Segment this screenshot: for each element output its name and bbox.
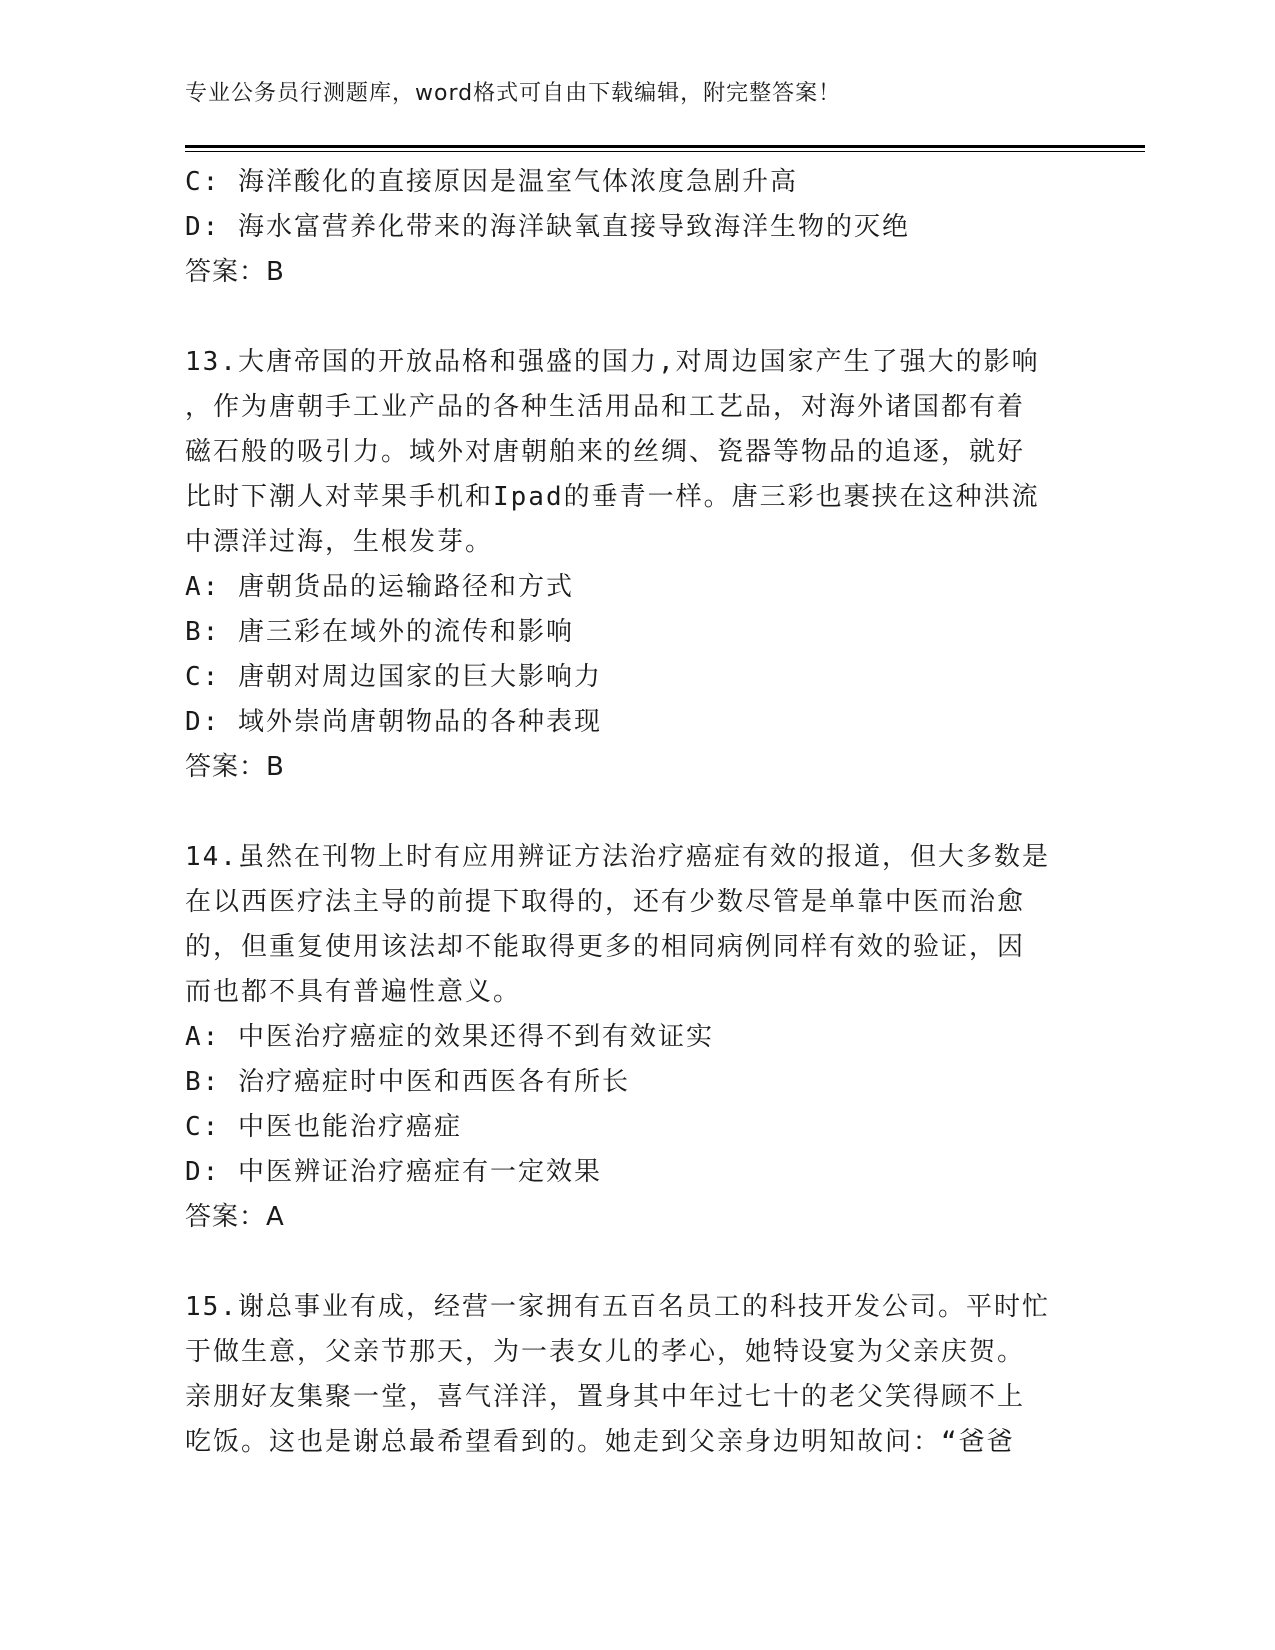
question-13 xyxy=(185,340,1085,790)
question-stem-line: 磁石般的吸引力。域外对唐朝舶来的丝绸、瓷器等物品的追逐，就好 xyxy=(185,437,1026,467)
answer-label: 答案：B xyxy=(185,752,285,782)
question-stem-line: 的，但重复使用该法却不能取得更多的相同病例同样有效的验证，因 xyxy=(185,932,1026,962)
option-d: D: 域外崇尚唐朝物品的各种表现 xyxy=(185,707,602,737)
question-14 xyxy=(185,835,1085,1240)
question-stem-line: 比时下潮人对苹果手机和Ipad的垂青一样。唐三彩也裹挟在这种洪流 xyxy=(185,482,1040,512)
answer-label: 答案：B xyxy=(185,257,285,287)
question-stem-line: ，作为唐朝手工业产品的各种生活用品和工艺品，对海外诸国都有着 xyxy=(185,392,1026,422)
question-stem-line: 于做生意，父亲节那天，为一表女儿的孝心，她特设宴为父亲庆贺。 xyxy=(185,1337,1026,1367)
question-15 xyxy=(185,1285,1085,1465)
option-d: D: 中医辨证治疗癌症有一定效果 xyxy=(185,1157,602,1187)
option-a: A: 唐朝货品的运输路径和方式 xyxy=(185,572,574,602)
document-body xyxy=(185,160,1085,1465)
question-stem-line: 亲朋好友集聚一堂，喜气洋洋，置身其中年过七十的老父笑得顾不上 xyxy=(185,1382,1026,1412)
page-header: 专业公务员行测题库，word格式可自由下载编辑，附完整答案！ xyxy=(185,81,842,106)
option-c: C: 唐朝对周边国家的巨大影响力 xyxy=(185,662,602,692)
question-stem-line: 15.谢总事业有成，经营一家拥有五百名员工的科技开发公司。平时忙 xyxy=(185,1292,1050,1322)
question-stem-line: 14.虽然在刊物上时有应用辨证方法治疗癌症有效的报道，但大多数是 xyxy=(185,842,1050,872)
spacer xyxy=(185,295,1085,340)
question-stem-line: 而也都不具有普遍性意义。 xyxy=(185,977,522,1007)
question-12 xyxy=(185,160,1085,295)
header-rule-thin xyxy=(185,151,1145,152)
spacer xyxy=(185,790,1085,835)
option-d: D: 海水富营养化带来的海洋缺氧直接导致海洋生物的灭绝 xyxy=(185,212,910,242)
spacer xyxy=(185,1240,1085,1285)
option-c: C: 中医也能治疗癌症 xyxy=(185,1112,462,1142)
option-c: C: 海洋酸化的直接原因是温室气体浓度急剧升高 xyxy=(185,167,798,197)
question-stem-line: 13.大唐帝国的开放品格和强盛的国力,对周边国家产生了强大的影响 xyxy=(185,347,1040,377)
answer-label: 答案：A xyxy=(185,1202,285,1232)
option-a: A: 中医治疗癌症的效果还得不到有效证实 xyxy=(185,1022,714,1052)
option-b: B: 唐三彩在域外的流传和影响 xyxy=(185,617,574,647)
header-rule xyxy=(185,145,1145,148)
question-stem-line: 中漂洋过海，生根发芽。 xyxy=(185,527,494,557)
question-stem-line: 在以西医疗法主导的前提下取得的，还有少数尽管是单靠中医而治愈 xyxy=(185,887,1026,917)
option-b: B: 治疗癌症时中医和西医各有所长 xyxy=(185,1067,630,1097)
question-stem-line: 吃饭。这也是谢总最希望看到的。她走到父亲身边明知故问：“爸爸 xyxy=(185,1427,1015,1457)
